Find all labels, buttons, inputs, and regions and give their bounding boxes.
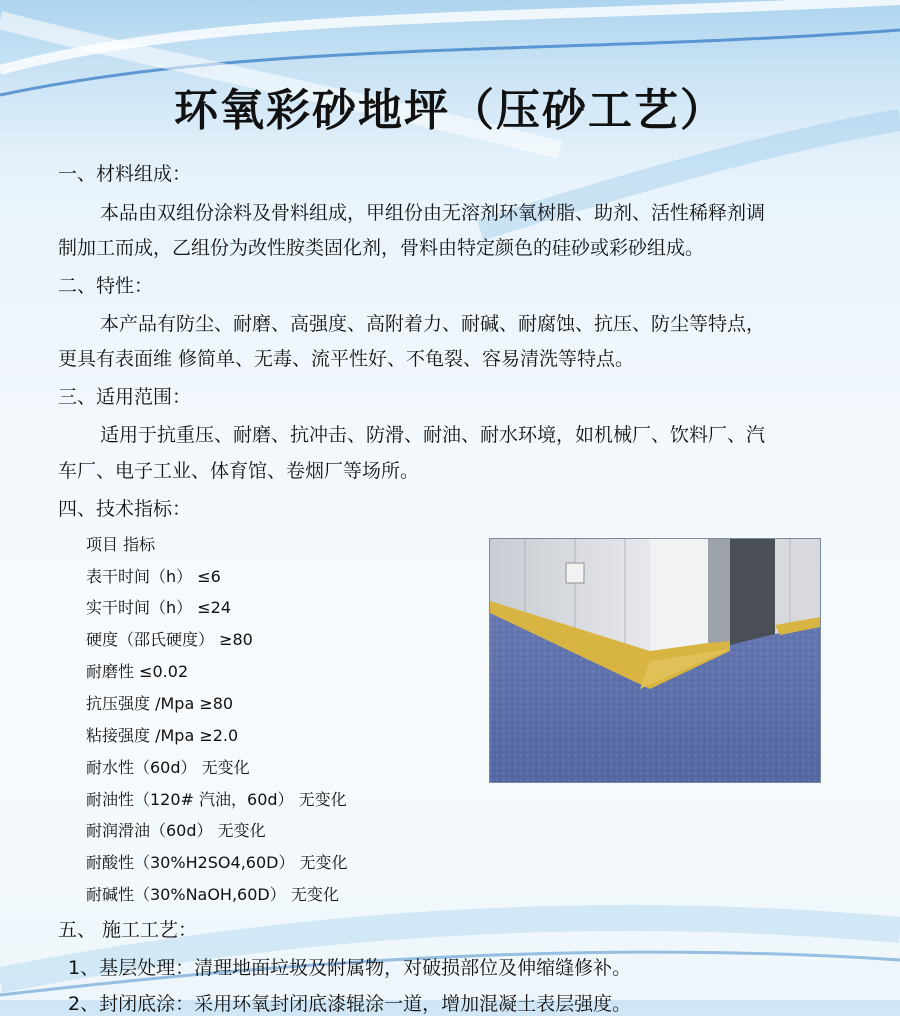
section-heading-applications: 三、适用范围： bbox=[58, 386, 192, 408]
spec-item: 耐酸性（30%H2SO4,60D） 无变化 bbox=[86, 853, 348, 872]
spec-item: 粘接强度 /Mpa ≥2.0 bbox=[86, 726, 239, 745]
spec-item: 耐碱性（30%NaOH,60D） 无变化 bbox=[86, 885, 339, 904]
spec-item: 表干时间（h） ≤6 bbox=[86, 567, 221, 586]
floor-photo bbox=[489, 538, 821, 783]
applications-text-line-1: 适用于抗重压、耐磨、抗冲击、防滑、耐油、耐水环境，如机械厂、饮料厂、汽 bbox=[100, 424, 766, 446]
applications-text-line-2: 车厂、电子工业、体育馆、卷烟厂等场所。 bbox=[58, 460, 420, 482]
spec-item: 项目 指标 bbox=[86, 535, 156, 554]
section-heading-specs: 四、技术指标： bbox=[58, 498, 192, 520]
spec-item: 耐油性（120# 汽油，60d） 无变化 bbox=[86, 790, 347, 809]
features-text-line-1: 本产品有防尘、耐磨、高强度、高附着力、耐碱、耐腐蚀、抗压、防尘等特点， bbox=[100, 313, 766, 335]
spec-item: 硬度（邵氏硬度） ≥80 bbox=[86, 630, 253, 649]
section-heading-materials: 一、材料组成： bbox=[58, 163, 192, 185]
features-text-line-2: 更具有表面维 修简单、无毒、流平性好、不龟裂、容易清洗等特点。 bbox=[58, 348, 635, 370]
page-title: 环氧彩砂地坪（压砂工艺） bbox=[174, 85, 726, 136]
section-heading-process: 五、 施工工艺： bbox=[58, 919, 198, 941]
spec-item: 耐水性（60d） 无变化 bbox=[86, 758, 250, 777]
materials-text-line-2: 制加工而成，乙组份为改性胺类固化剂，骨料由特定颜色的硅砂或彩砂组成。 bbox=[58, 237, 705, 259]
spec-item: 耐磨性 ≤0.02 bbox=[86, 662, 189, 681]
process-step-1: 1、基层处理：清理地面垃圾及附属物，对破损部位及伸缩缝修补。 bbox=[68, 957, 632, 979]
materials-text-line-1: 本品由双组份涂料及骨料组成，甲组份由无溶剂环氧树脂、助剂、活性稀释剂调 bbox=[100, 202, 766, 224]
process-step-2: 2、封闭底涂：采用环氧封闭底漆辊涂一道，增加混凝土表层强度。 bbox=[68, 993, 632, 1015]
spec-item: 耐润滑油（60d） 无变化 bbox=[86, 821, 266, 840]
section-heading-features: 二、特性： bbox=[58, 275, 154, 297]
spec-item: 抗压强度 /Mpa ≥80 bbox=[86, 694, 234, 713]
spec-item: 实干时间（h） ≤24 bbox=[86, 598, 231, 617]
